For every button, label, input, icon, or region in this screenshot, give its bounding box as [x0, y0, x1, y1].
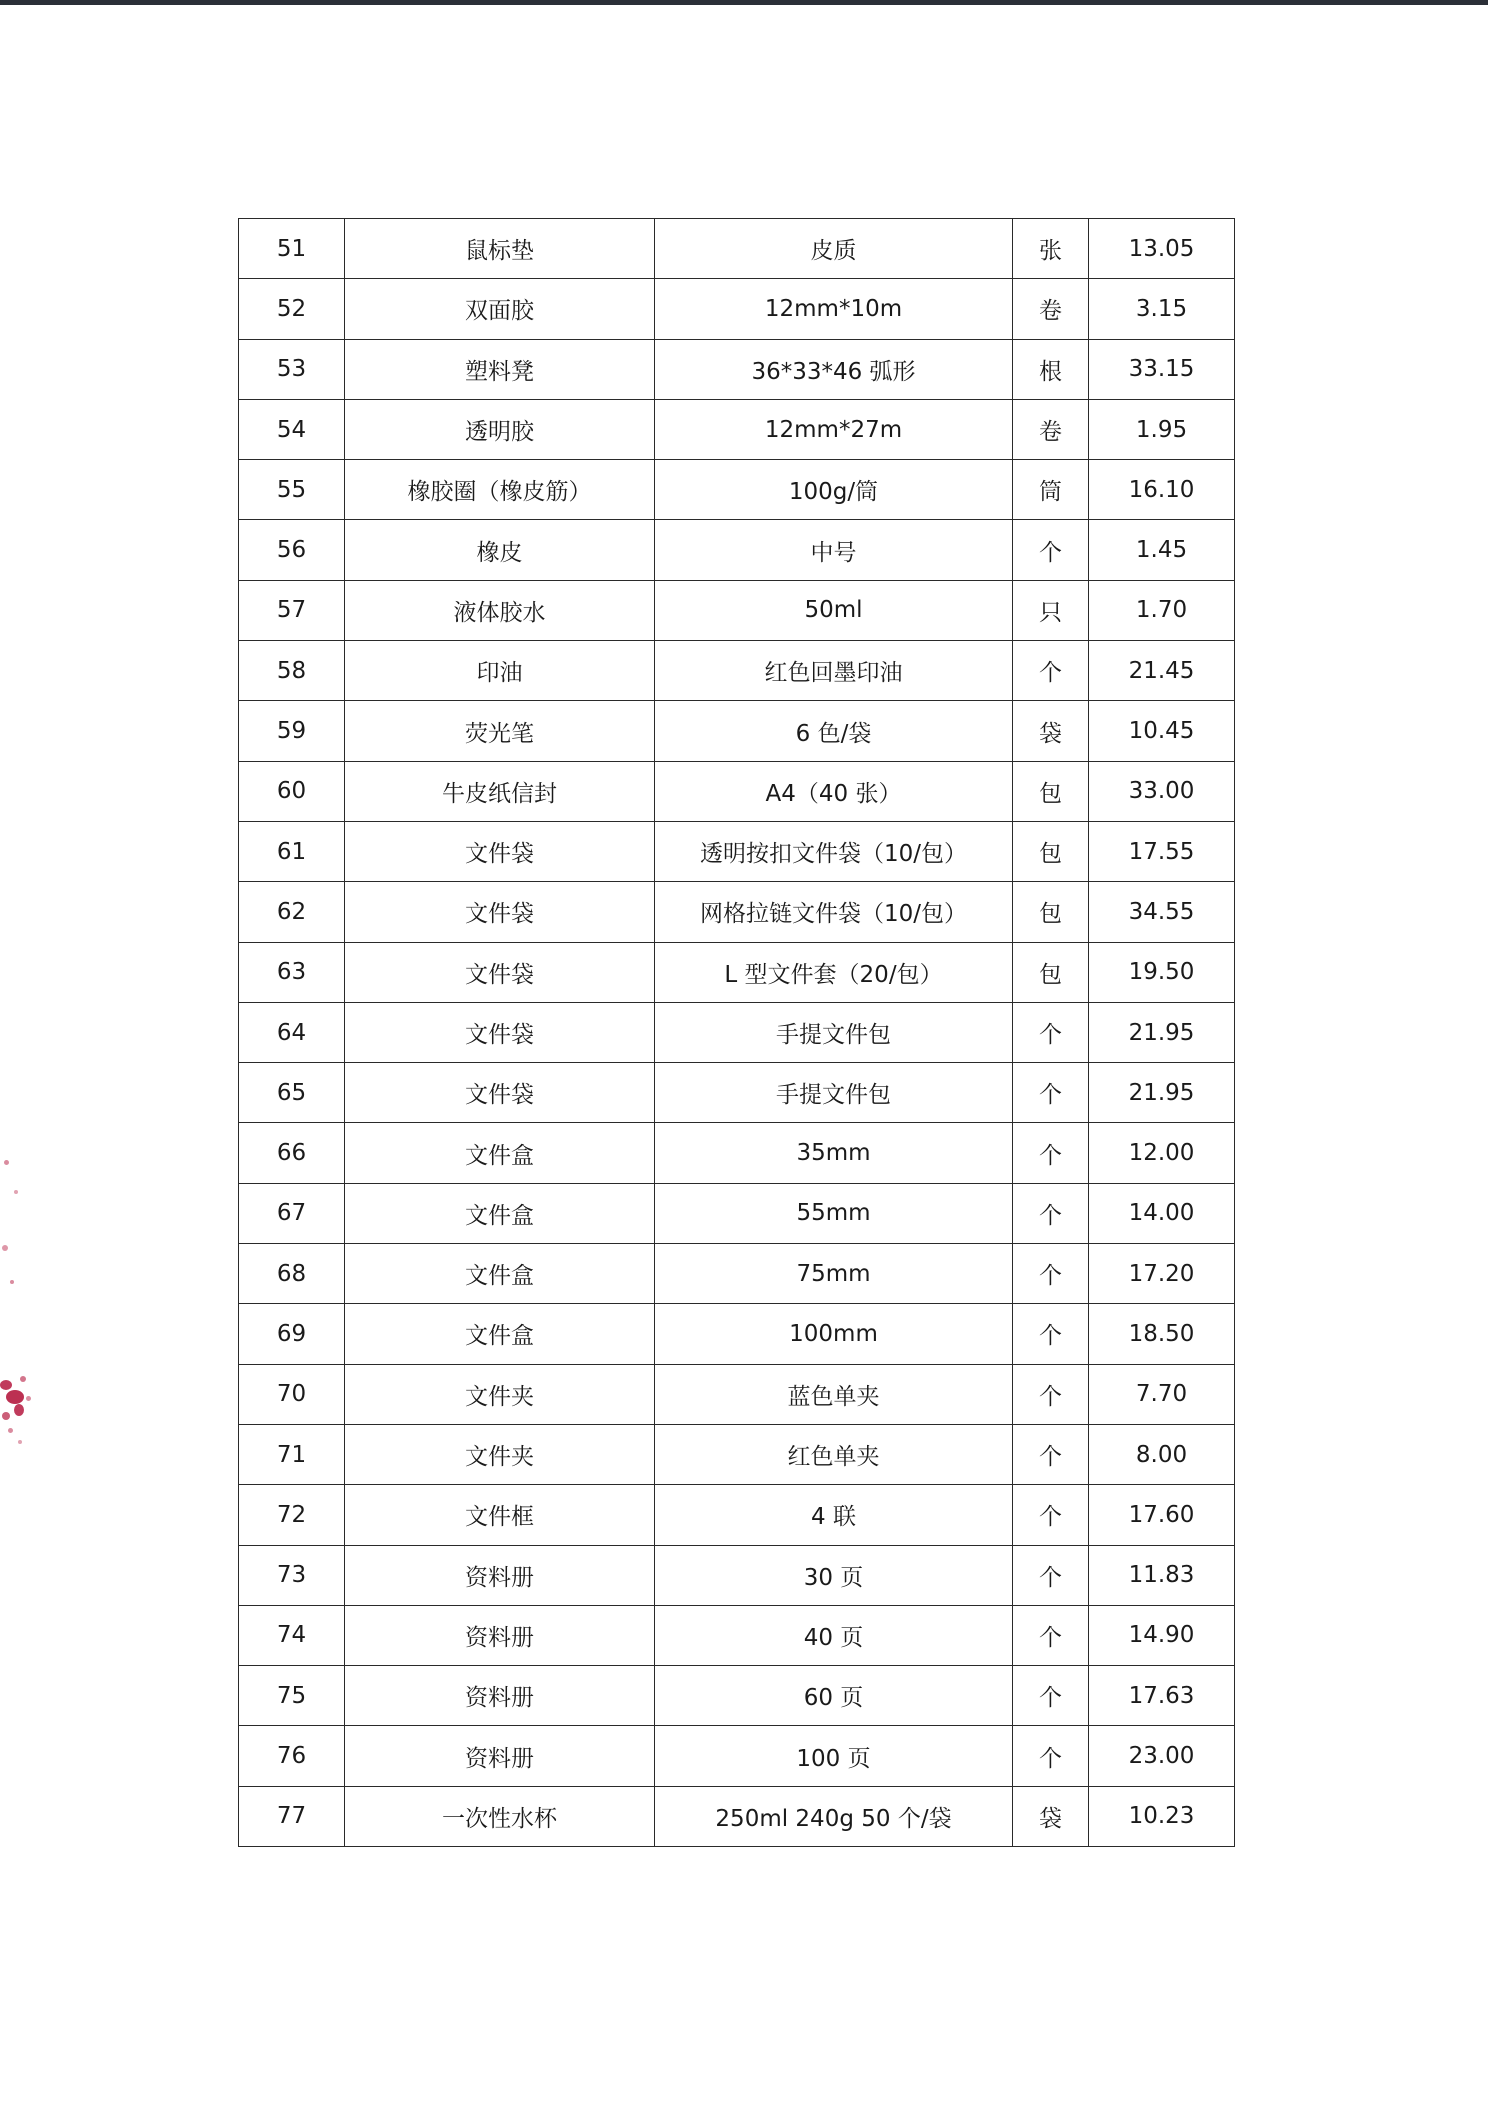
item-number-cell: 74	[239, 1605, 345, 1665]
item-spec-cell: 36*33*46 弧形	[655, 339, 1013, 399]
table-row	[239, 1304, 1235, 1364]
item-number-cell: 76	[239, 1726, 345, 1786]
table-row	[239, 460, 1235, 520]
item-number-cell: 60	[239, 761, 345, 821]
item-unit-cell: 个	[1013, 1364, 1089, 1424]
item-number-cell: 57	[239, 580, 345, 640]
item-name-cell: 文件盒	[345, 1304, 655, 1364]
office-supplies-price-table	[238, 218, 1235, 1847]
table-row	[239, 882, 1235, 942]
item-unit-cell: 个	[1013, 1485, 1089, 1545]
table-row	[239, 1424, 1235, 1484]
table-row	[239, 1002, 1235, 1062]
table-row	[239, 1485, 1235, 1545]
item-spec-cell: 蓝色单夹	[655, 1364, 1013, 1424]
table-row	[239, 821, 1235, 881]
item-spec-cell: 55mm	[655, 1183, 1013, 1243]
item-price-cell: 21.95	[1089, 1063, 1235, 1123]
item-spec-cell: 40 页	[655, 1605, 1013, 1665]
item-name-cell: 塑料凳	[345, 339, 655, 399]
item-name-cell: 文件袋	[345, 942, 655, 1002]
item-price-cell: 16.10	[1089, 460, 1235, 520]
item-price-cell: 34.55	[1089, 882, 1235, 942]
item-spec-cell: 皮质	[655, 219, 1013, 279]
item-name-cell: 印油	[345, 641, 655, 701]
item-name-cell: 文件框	[345, 1485, 655, 1545]
seal-stamp-remnant	[0, 1150, 34, 1470]
item-price-cell: 23.00	[1089, 1726, 1235, 1786]
item-number-cell: 61	[239, 821, 345, 881]
item-unit-cell: 个	[1013, 1545, 1089, 1605]
item-number-cell: 63	[239, 942, 345, 1002]
item-price-cell: 14.90	[1089, 1605, 1235, 1665]
table-row	[239, 580, 1235, 640]
item-unit-cell: 个	[1013, 1183, 1089, 1243]
item-name-cell: 橡胶圈（橡皮筋）	[345, 460, 655, 520]
table-row	[239, 520, 1235, 580]
item-spec-cell: 50ml	[655, 580, 1013, 640]
item-unit-cell: 个	[1013, 1123, 1089, 1183]
item-unit-cell: 个	[1013, 1726, 1089, 1786]
item-price-cell: 21.95	[1089, 1002, 1235, 1062]
table-row	[239, 279, 1235, 339]
item-number-cell: 73	[239, 1545, 345, 1605]
item-price-cell: 17.20	[1089, 1244, 1235, 1304]
item-unit-cell: 根	[1013, 339, 1089, 399]
item-number-cell: 54	[239, 399, 345, 459]
item-spec-cell: 手提文件包	[655, 1063, 1013, 1123]
item-spec-cell: 6 色/袋	[655, 701, 1013, 761]
item-price-cell: 12.00	[1089, 1123, 1235, 1183]
item-spec-cell: 35mm	[655, 1123, 1013, 1183]
item-price-cell: 17.63	[1089, 1666, 1235, 1726]
item-price-cell: 17.55	[1089, 821, 1235, 881]
item-unit-cell: 个	[1013, 1605, 1089, 1665]
item-name-cell: 资料册	[345, 1545, 655, 1605]
item-price-cell: 10.23	[1089, 1786, 1235, 1846]
item-spec-cell: 250ml 240g 50 个/袋	[655, 1786, 1013, 1846]
item-name-cell: 鼠标垫	[345, 219, 655, 279]
item-spec-cell: 中号	[655, 520, 1013, 580]
item-unit-cell: 个	[1013, 641, 1089, 701]
item-number-cell: 58	[239, 641, 345, 701]
item-spec-cell: 60 页	[655, 1666, 1013, 1726]
item-unit-cell: 包	[1013, 942, 1089, 1002]
item-unit-cell: 袋	[1013, 701, 1089, 761]
table-body	[239, 219, 1235, 1847]
scan-top-edge	[0, 0, 1488, 5]
item-unit-cell: 包	[1013, 882, 1089, 942]
item-name-cell: 荧光笔	[345, 701, 655, 761]
table-row	[239, 942, 1235, 1002]
item-spec-cell: 透明按扣文件袋（10/包）	[655, 821, 1013, 881]
item-spec-cell: 12mm*27m	[655, 399, 1013, 459]
item-price-cell: 11.83	[1089, 1545, 1235, 1605]
table-row	[239, 761, 1235, 821]
item-unit-cell: 卷	[1013, 399, 1089, 459]
item-unit-cell: 张	[1013, 219, 1089, 279]
item-spec-cell: 100mm	[655, 1304, 1013, 1364]
table-row	[239, 641, 1235, 701]
table-row	[239, 1244, 1235, 1304]
item-unit-cell: 包	[1013, 821, 1089, 881]
item-name-cell: 文件盒	[345, 1123, 655, 1183]
item-price-cell: 10.45	[1089, 701, 1235, 761]
item-number-cell: 75	[239, 1666, 345, 1726]
item-price-cell: 8.00	[1089, 1424, 1235, 1484]
item-spec-cell: 100 页	[655, 1726, 1013, 1786]
item-name-cell: 液体胶水	[345, 580, 655, 640]
item-name-cell: 文件袋	[345, 1063, 655, 1123]
item-unit-cell: 筒	[1013, 460, 1089, 520]
item-price-cell: 18.50	[1089, 1304, 1235, 1364]
item-price-cell: 1.95	[1089, 399, 1235, 459]
item-unit-cell: 个	[1013, 1063, 1089, 1123]
item-name-cell: 双面胶	[345, 279, 655, 339]
item-name-cell: 文件夹	[345, 1364, 655, 1424]
item-spec-cell: 12mm*10m	[655, 279, 1013, 339]
table-row	[239, 701, 1235, 761]
table-row	[239, 1545, 1235, 1605]
item-number-cell: 51	[239, 219, 345, 279]
item-spec-cell: 手提文件包	[655, 1002, 1013, 1062]
item-price-cell: 14.00	[1089, 1183, 1235, 1243]
item-number-cell: 65	[239, 1063, 345, 1123]
item-number-cell: 62	[239, 882, 345, 942]
item-price-cell: 13.05	[1089, 219, 1235, 279]
item-price-cell: 33.00	[1089, 761, 1235, 821]
item-unit-cell: 个	[1013, 1244, 1089, 1304]
item-name-cell: 牛皮纸信封	[345, 761, 655, 821]
table-row	[239, 1786, 1235, 1846]
item-spec-cell: 红色单夹	[655, 1424, 1013, 1484]
table-row	[239, 1364, 1235, 1424]
item-number-cell: 69	[239, 1304, 345, 1364]
item-unit-cell: 袋	[1013, 1786, 1089, 1846]
item-unit-cell: 个	[1013, 1304, 1089, 1364]
item-price-cell: 21.45	[1089, 641, 1235, 701]
item-spec-cell: 网格拉链文件袋（10/包）	[655, 882, 1013, 942]
item-unit-cell: 个	[1013, 1666, 1089, 1726]
item-name-cell: 文件袋	[345, 821, 655, 881]
item-name-cell: 透明胶	[345, 399, 655, 459]
item-name-cell: 文件袋	[345, 882, 655, 942]
item-name-cell: 资料册	[345, 1726, 655, 1786]
item-price-cell: 7.70	[1089, 1364, 1235, 1424]
item-price-cell: 1.70	[1089, 580, 1235, 640]
table-row	[239, 339, 1235, 399]
item-name-cell: 一次性水杯	[345, 1786, 655, 1846]
table-row	[239, 1726, 1235, 1786]
item-unit-cell: 只	[1013, 580, 1089, 640]
item-spec-cell: 红色回墨印油	[655, 641, 1013, 701]
item-price-cell: 17.60	[1089, 1485, 1235, 1545]
item-name-cell: 橡皮	[345, 520, 655, 580]
item-number-cell: 56	[239, 520, 345, 580]
item-name-cell: 文件盒	[345, 1244, 655, 1304]
item-number-cell: 53	[239, 339, 345, 399]
table-row	[239, 1123, 1235, 1183]
table-row	[239, 1666, 1235, 1726]
item-name-cell: 资料册	[345, 1666, 655, 1726]
item-number-cell: 72	[239, 1485, 345, 1545]
item-unit-cell: 包	[1013, 761, 1089, 821]
item-spec-cell: L 型文件套（20/包）	[655, 942, 1013, 1002]
item-unit-cell: 卷	[1013, 279, 1089, 339]
item-spec-cell: 4 联	[655, 1485, 1013, 1545]
item-price-cell: 1.45	[1089, 520, 1235, 580]
item-unit-cell: 个	[1013, 1002, 1089, 1062]
item-name-cell: 文件盒	[345, 1183, 655, 1243]
table-row	[239, 399, 1235, 459]
item-unit-cell: 个	[1013, 1424, 1089, 1484]
item-number-cell: 70	[239, 1364, 345, 1424]
item-number-cell: 68	[239, 1244, 345, 1304]
item-price-cell: 3.15	[1089, 279, 1235, 339]
item-spec-cell: 30 页	[655, 1545, 1013, 1605]
item-number-cell: 64	[239, 1002, 345, 1062]
item-number-cell: 71	[239, 1424, 345, 1484]
item-unit-cell: 个	[1013, 520, 1089, 580]
item-name-cell: 资料册	[345, 1605, 655, 1665]
item-name-cell: 文件夹	[345, 1424, 655, 1484]
table-row	[239, 1063, 1235, 1123]
item-number-cell: 67	[239, 1183, 345, 1243]
item-spec-cell: A4（40 张）	[655, 761, 1013, 821]
table-row	[239, 219, 1235, 279]
item-number-cell: 66	[239, 1123, 345, 1183]
item-spec-cell: 100g/筒	[655, 460, 1013, 520]
item-price-cell: 19.50	[1089, 942, 1235, 1002]
item-number-cell: 55	[239, 460, 345, 520]
item-number-cell: 52	[239, 279, 345, 339]
item-number-cell: 77	[239, 1786, 345, 1846]
item-spec-cell: 75mm	[655, 1244, 1013, 1304]
table-row	[239, 1605, 1235, 1665]
item-name-cell: 文件袋	[345, 1002, 655, 1062]
item-price-cell: 33.15	[1089, 339, 1235, 399]
item-number-cell: 59	[239, 701, 345, 761]
table-row	[239, 1183, 1235, 1243]
